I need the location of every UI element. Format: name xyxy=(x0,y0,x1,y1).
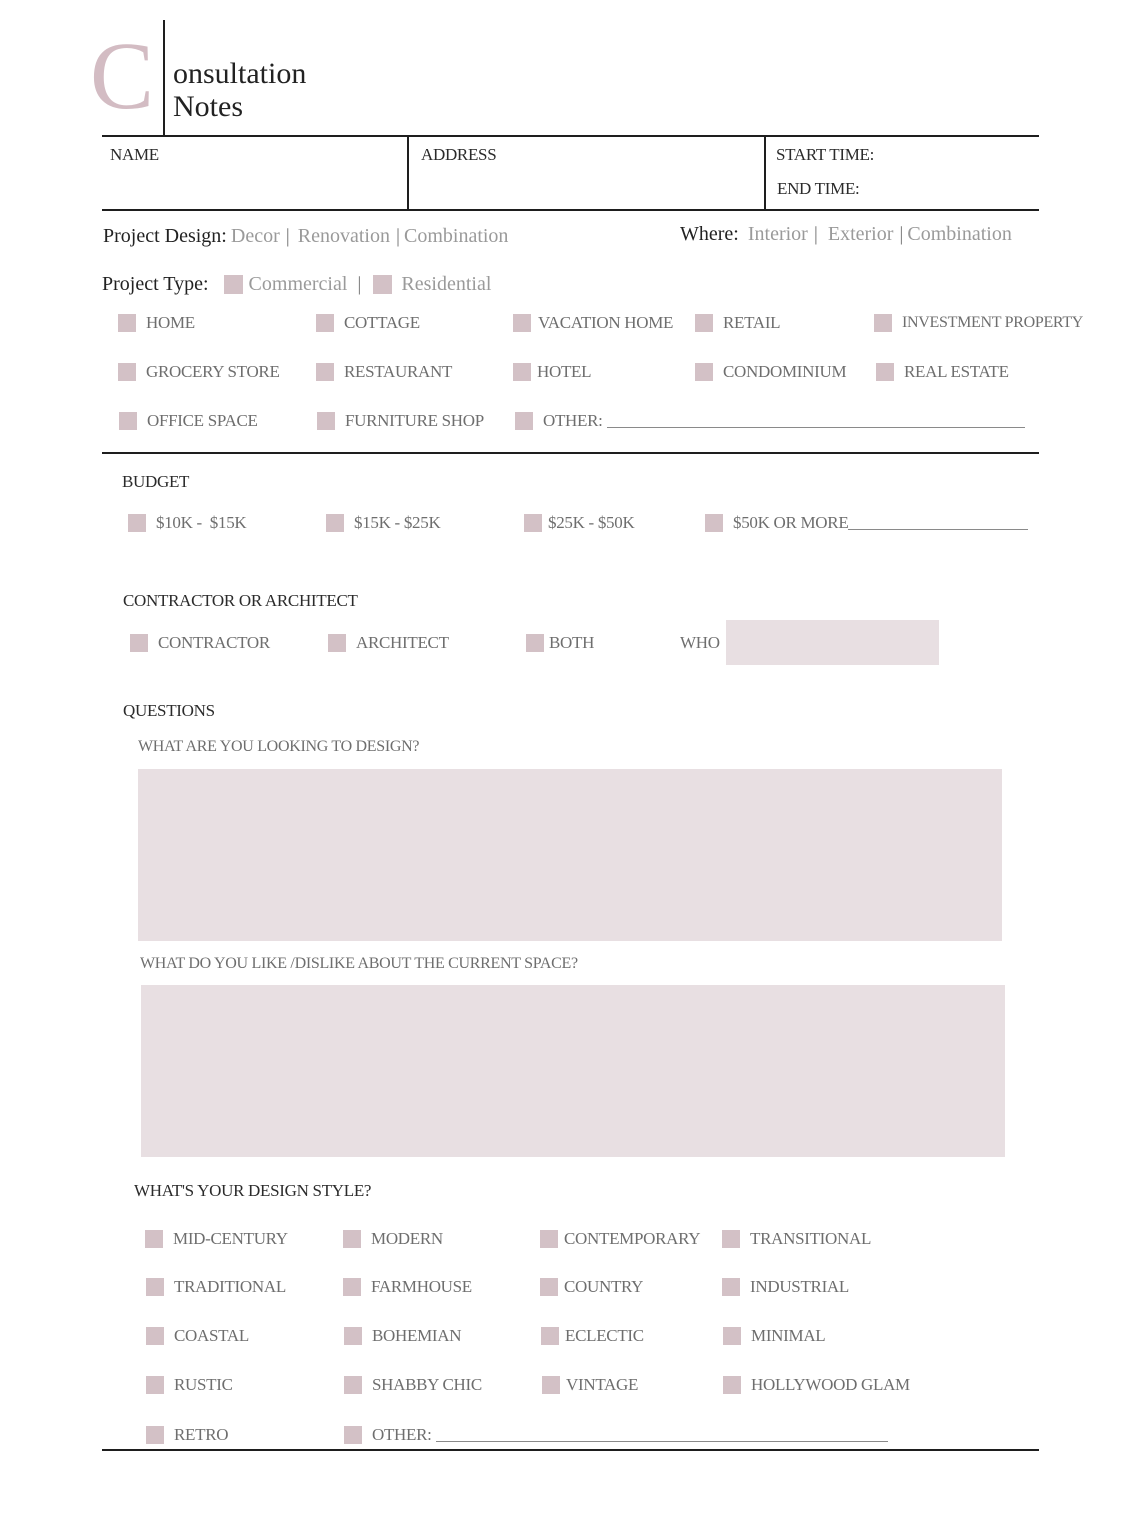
question-1-label: WHAT ARE YOU LOOKING TO DESIGN? xyxy=(138,738,420,755)
budget-blank-line[interactable] xyxy=(848,517,1028,530)
info-divider-2 xyxy=(764,135,766,211)
style-minimal[interactable] xyxy=(723,1326,825,1346)
checkbox[interactable] xyxy=(316,314,334,332)
checkbox[interactable] xyxy=(344,1376,362,1394)
item-label: FURNITURE SHOP xyxy=(345,411,484,430)
checkbox[interactable] xyxy=(146,1278,164,1296)
item-label: GROCERY STORE xyxy=(146,362,280,381)
item-label: MID-CENTURY xyxy=(173,1229,288,1248)
checkbox[interactable] xyxy=(146,1376,164,1394)
item-label: CONTRACTOR xyxy=(158,633,270,652)
bottom-divider xyxy=(102,1449,1039,1451)
style-other[interactable] xyxy=(344,1425,888,1445)
style-mid-century[interactable] xyxy=(145,1229,288,1249)
style-other-blank-line[interactable] xyxy=(436,1429,888,1442)
checkbox[interactable] xyxy=(723,1327,741,1345)
checkbox[interactable] xyxy=(513,314,531,332)
where-label: Where: xyxy=(680,223,739,245)
checkbox[interactable] xyxy=(524,514,542,532)
checkbox[interactable] xyxy=(874,314,892,332)
contractor-heading: CONTRACTOR OR ARCHITECT xyxy=(123,591,358,610)
checkbox[interactable] xyxy=(515,412,533,430)
budget-25k-50k[interactable] xyxy=(524,513,634,533)
item-label: ECLECTIC xyxy=(565,1326,644,1345)
info-divider-1 xyxy=(407,135,409,211)
budget-50k-or-more[interactable] xyxy=(705,513,1028,533)
checklist-item-condominium[interactable] xyxy=(695,362,846,382)
checkbox[interactable] xyxy=(722,1278,740,1296)
project-type-label: Project Type: xyxy=(102,273,209,295)
budget-10k-15k[interactable] xyxy=(128,513,246,533)
checkbox[interactable] xyxy=(540,1278,558,1296)
style-industrial[interactable] xyxy=(722,1277,849,1297)
style-hollywood-glam[interactable] xyxy=(723,1375,910,1395)
item-label: CONTEMPORARY xyxy=(564,1229,701,1248)
item-label: COASTAL xyxy=(174,1326,249,1345)
checkbox[interactable] xyxy=(540,1230,558,1248)
separator: | xyxy=(395,225,400,247)
project-design-combination[interactable]: Combination xyxy=(403,225,509,247)
style-retro[interactable] xyxy=(146,1425,228,1445)
project-design-renovation[interactable]: Renovation xyxy=(297,225,390,247)
checkbox[interactable] xyxy=(373,275,392,294)
item-label: INVESTMENT PROPERTY xyxy=(902,314,1084,331)
checkbox[interactable] xyxy=(513,363,531,381)
end-time-field[interactable]: END TIME: xyxy=(777,179,860,198)
project-type-row xyxy=(102,273,491,296)
checklist-item-furniture-shop[interactable] xyxy=(317,411,484,431)
style-coastal[interactable] xyxy=(146,1326,249,1346)
checklist-item-grocery-store[interactable] xyxy=(118,362,280,382)
checkbox[interactable] xyxy=(146,1327,164,1345)
item-label: OTHER: xyxy=(372,1425,432,1444)
title-divider xyxy=(163,20,165,136)
item-label: HOLLYWOOD GLAM xyxy=(751,1375,910,1394)
checkbox[interactable] xyxy=(343,1230,361,1248)
checklist-item-home[interactable] xyxy=(118,313,195,333)
style-farmhouse[interactable] xyxy=(343,1277,472,1297)
checkbox[interactable] xyxy=(118,314,136,332)
question-1-answer[interactable] xyxy=(138,769,1002,941)
option-both[interactable] xyxy=(526,633,594,653)
item-label: RUSTIC xyxy=(174,1375,233,1394)
checkbox[interactable] xyxy=(326,514,344,532)
address-field[interactable]: ADDRESS xyxy=(421,145,497,164)
where-exterior[interactable]: Exterior xyxy=(827,223,894,245)
where-row xyxy=(680,223,1012,246)
style-transitional[interactable] xyxy=(722,1229,871,1249)
checkbox[interactable] xyxy=(705,514,723,532)
item-label: BOHEMIAN xyxy=(372,1326,462,1345)
item-label: HOME xyxy=(146,313,195,332)
option-contractor[interactable] xyxy=(130,633,270,653)
checklist-item-office-space[interactable] xyxy=(119,411,258,431)
style-rustic[interactable] xyxy=(146,1375,233,1395)
who-input[interactable] xyxy=(726,620,939,665)
checklist-item-hotel[interactable] xyxy=(513,362,591,382)
item-label: CONDOMINIUM xyxy=(723,362,847,381)
project-design-row xyxy=(103,225,508,248)
item-label: SHABBY CHIC xyxy=(372,1375,482,1394)
separator: | xyxy=(285,225,290,247)
checkbox[interactable] xyxy=(695,363,713,381)
item-label: VACATION HOME xyxy=(538,313,674,332)
style-traditional[interactable] xyxy=(146,1277,286,1297)
other-blank-line[interactable] xyxy=(607,415,1025,428)
checkbox[interactable] xyxy=(146,1426,164,1444)
item-label: RETAIL xyxy=(723,313,781,332)
budget-heading: BUDGET xyxy=(122,472,190,491)
item-label: $50K OR MORE xyxy=(733,513,849,532)
checkbox[interactable] xyxy=(541,1327,559,1345)
item-label: OFFICE SPACE xyxy=(147,411,258,430)
info-table-top xyxy=(102,135,1039,137)
style-contemporary[interactable] xyxy=(540,1229,700,1249)
checklist-item-retail[interactable] xyxy=(695,313,780,333)
checkbox[interactable] xyxy=(344,1426,362,1444)
item-label: HOTEL xyxy=(537,362,592,381)
title-line-2: Notes xyxy=(173,90,243,123)
checkbox[interactable] xyxy=(343,1278,361,1296)
info-table-bottom xyxy=(102,209,1039,211)
section-divider xyxy=(102,452,1039,454)
item-label: ARCHITECT xyxy=(356,633,449,652)
question-2-answer[interactable] xyxy=(141,985,1005,1157)
item-label: TRADITIONAL xyxy=(174,1277,286,1296)
checkbox[interactable] xyxy=(526,634,544,652)
checklist-item-cottage[interactable] xyxy=(316,313,420,333)
checklist-item-restaurant[interactable] xyxy=(316,362,452,382)
checkbox[interactable] xyxy=(344,1327,362,1345)
checkbox[interactable] xyxy=(224,275,243,294)
checkbox[interactable] xyxy=(118,363,136,381)
item-label: INDUSTRIAL xyxy=(750,1277,849,1296)
name-field[interactable]: NAME xyxy=(110,145,159,164)
title-initial: C xyxy=(90,22,155,129)
separator: | xyxy=(357,273,362,295)
style-bohemian[interactable] xyxy=(344,1326,461,1346)
who-label: WHO xyxy=(680,633,720,652)
questions-heading: QUESTIONS xyxy=(123,701,215,720)
item-label: VINTAGE xyxy=(566,1375,639,1394)
style-modern[interactable] xyxy=(343,1229,443,1249)
checklist-item-other[interactable] xyxy=(515,411,1025,431)
where-combination[interactable]: Combination xyxy=(907,223,1012,245)
item-label: RESTAURANT xyxy=(344,362,453,381)
checkbox[interactable] xyxy=(695,314,713,332)
question-2-label: WHAT DO YOU LIKE /DISLIKE ABOUT THE CURRENT SPACE? xyxy=(140,955,578,972)
project-type-commercial[interactable]: Commercial xyxy=(248,273,348,295)
start-time-field[interactable]: START TIME: xyxy=(776,145,875,164)
where-interior[interactable]: Interior xyxy=(747,223,808,245)
item-label: FARMHOUSE xyxy=(371,1277,472,1296)
item-label: MINIMAL xyxy=(751,1326,826,1345)
item-label: COTTAGE xyxy=(344,313,420,332)
checkbox[interactable] xyxy=(316,363,334,381)
style-shabby-chic[interactable] xyxy=(344,1375,482,1395)
checklist-item-vacation-home[interactable] xyxy=(513,313,673,333)
title-line-1: onsultation xyxy=(173,57,307,90)
item-label: $15K - $25K xyxy=(354,513,441,532)
style-eclectic[interactable] xyxy=(541,1326,644,1346)
item-label: $10K - $15K xyxy=(156,513,247,532)
project-design-decor[interactable]: Decor xyxy=(230,225,280,247)
style-vintage[interactable] xyxy=(542,1375,638,1395)
item-label: COUNTRY xyxy=(564,1277,644,1296)
checkbox[interactable] xyxy=(130,634,148,652)
item-label: TRANSITIONAL xyxy=(750,1229,872,1248)
item-label: OTHER: xyxy=(543,411,603,430)
checkbox[interactable] xyxy=(723,1376,741,1394)
checkbox[interactable] xyxy=(876,363,894,381)
separator: | xyxy=(813,223,818,245)
item-label: REAL ESTATE xyxy=(904,362,1009,381)
item-label: BOTH xyxy=(549,633,595,652)
checkbox[interactable] xyxy=(145,1230,163,1248)
checkbox[interactable] xyxy=(317,412,335,430)
item-label: RETRO xyxy=(174,1425,229,1444)
project-design-label: Project Design: xyxy=(103,225,227,247)
checkbox[interactable] xyxy=(128,514,146,532)
option-architect[interactable] xyxy=(328,633,449,653)
design-style-heading: WHAT'S YOUR DESIGN STYLE? xyxy=(134,1181,372,1200)
checkbox[interactable] xyxy=(722,1230,740,1248)
budget-15k-25k[interactable] xyxy=(326,513,440,533)
project-type-residential[interactable]: Residential xyxy=(401,273,492,295)
item-label: $25K - $50K xyxy=(548,513,635,532)
checkbox[interactable] xyxy=(119,412,137,430)
checkbox[interactable] xyxy=(328,634,346,652)
checklist-item-real-estate[interactable] xyxy=(876,362,1009,382)
separator: | xyxy=(899,223,904,245)
checklist-item-investment-property[interactable] xyxy=(874,314,1083,332)
style-country[interactable] xyxy=(540,1277,643,1297)
item-label: MODERN xyxy=(371,1229,443,1248)
checkbox[interactable] xyxy=(542,1376,560,1394)
